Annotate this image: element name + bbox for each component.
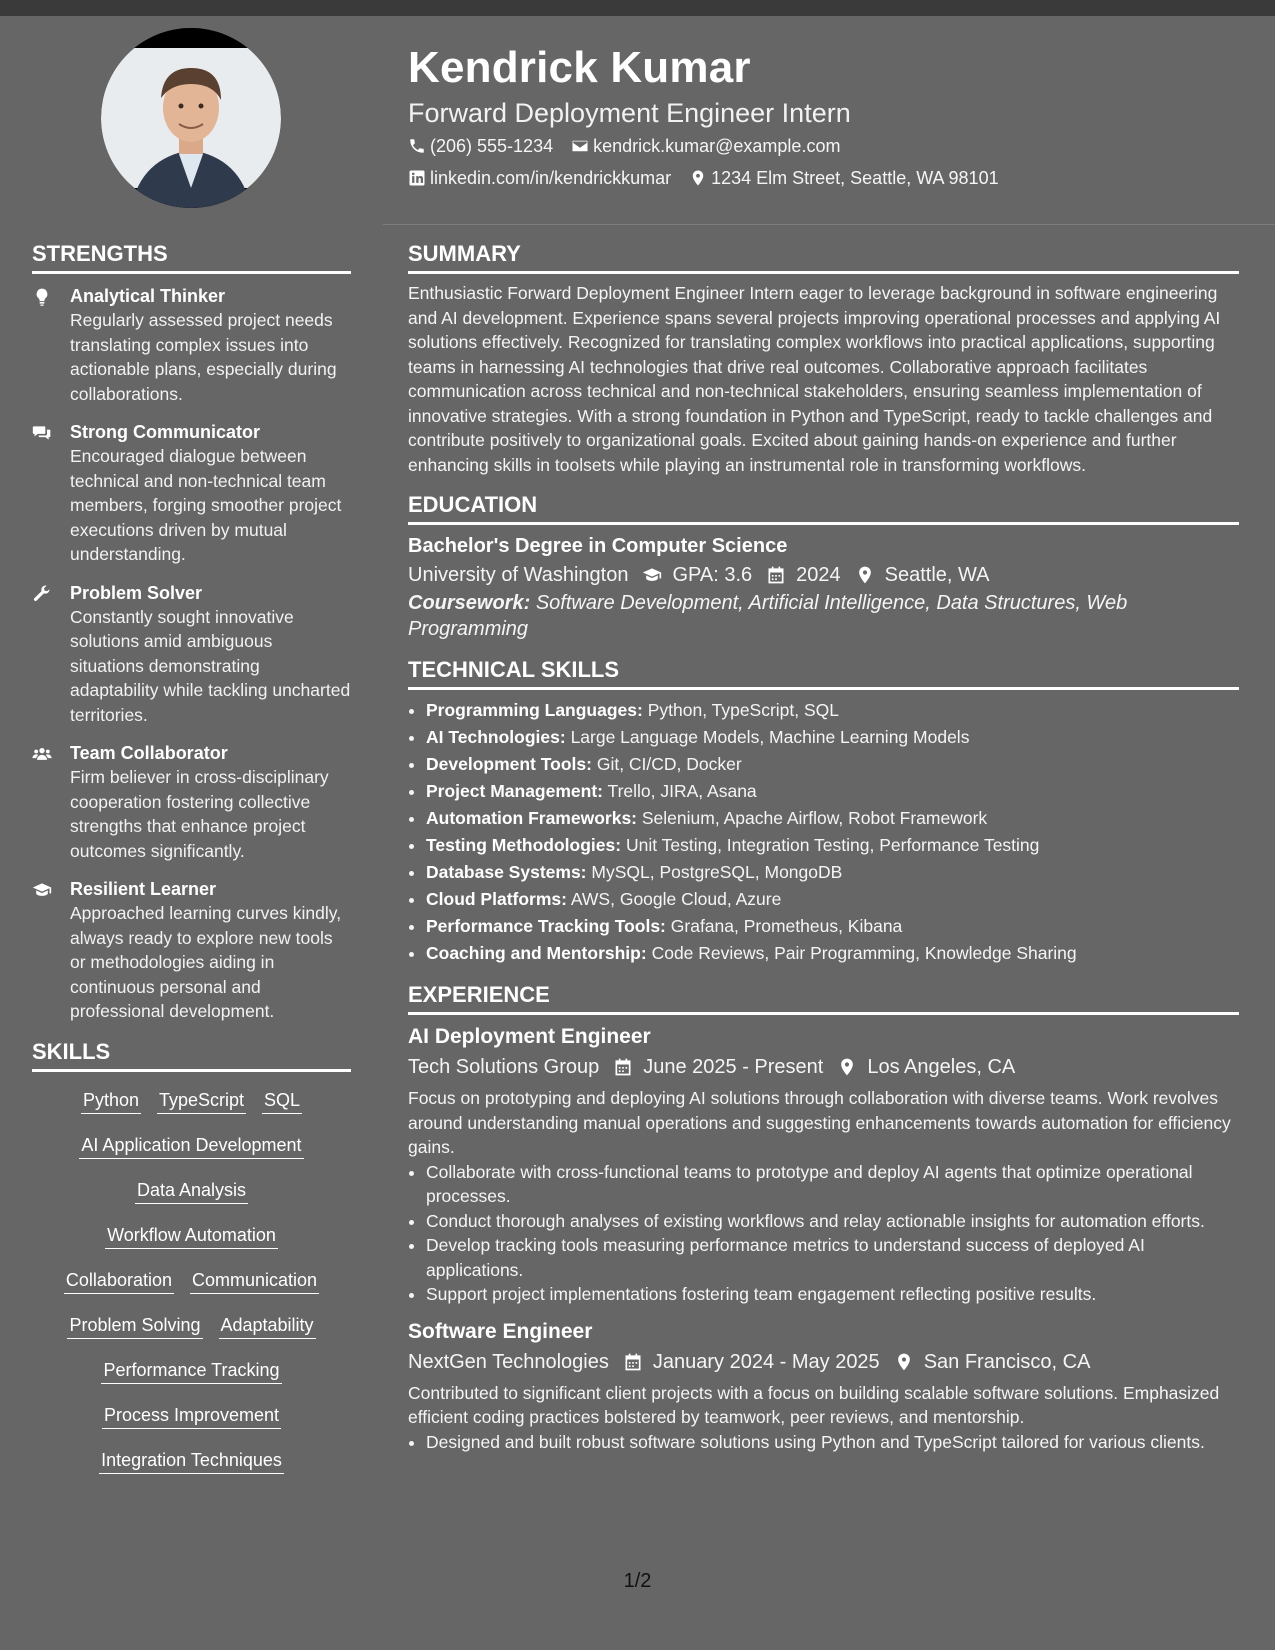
skills-cloud xyxy=(32,1088,351,1479)
strength-title: Team Collaborator xyxy=(70,743,228,763)
year-text: 2024 xyxy=(796,564,841,586)
list-item: • Project Management: Trello, JIRA, Asana xyxy=(426,778,1239,805)
email-contact[interactable] xyxy=(571,136,840,157)
skill-tag: Python xyxy=(81,1088,141,1114)
strength-item xyxy=(32,581,351,728)
coursework-text: Software Development, Artificial Intelligence, Data Structures, Web Programming xyxy=(408,592,1128,640)
education-meta xyxy=(408,560,1239,590)
skill-tag: AI Application Development xyxy=(79,1133,303,1159)
phone-icon xyxy=(408,137,426,155)
skill-tag: Integration Techniques xyxy=(99,1448,284,1474)
lightbulb-icon xyxy=(32,287,52,307)
skill-tag: TypeScript xyxy=(157,1088,246,1114)
job-dates: June 2025 - Present xyxy=(643,1056,824,1078)
address-contact xyxy=(689,168,999,189)
skill-tag: Process Improvement xyxy=(102,1403,281,1429)
job-bullets xyxy=(408,1160,1239,1307)
envelope-icon xyxy=(571,137,589,155)
skill-row xyxy=(32,1088,351,1119)
list-item: • Programming Languages: Python, TypeScript, SQL xyxy=(426,697,1239,724)
job-title: Software Engineer xyxy=(408,1319,593,1343)
job-bullets xyxy=(408,1430,1239,1455)
calendar-icon xyxy=(623,1352,643,1372)
job-location-item xyxy=(894,1347,1091,1377)
skill-row xyxy=(32,1448,351,1479)
job-entry xyxy=(408,1022,1239,1307)
skill-tag: SQL xyxy=(262,1088,302,1114)
strength-desc: Constantly sought innovative solutions amid ambiguous situations demonstrating adaptability while tackling uncharted territories. xyxy=(70,606,351,725)
strength-desc: Firm believer in cross-disciplinary cooperation fostering collective strengths that enhance project outcomes significantly. xyxy=(70,767,329,861)
job-location: San Francisco, CA xyxy=(923,1350,1091,1373)
resume-header xyxy=(408,40,1228,194)
skill-tag: Performance Tracking xyxy=(101,1358,281,1384)
job-dates-item xyxy=(613,1052,823,1082)
page-indicator: 1/2 xyxy=(623,1570,652,1592)
summary-heading: SUMMARY xyxy=(408,240,1239,274)
skill-tag: Communication xyxy=(190,1268,319,1294)
skill-tag: Data Analysis xyxy=(135,1178,248,1204)
strength-title: Resilient Learner xyxy=(70,879,217,899)
education-section xyxy=(408,491,1239,642)
skill-tag: Problem Solving xyxy=(67,1313,202,1339)
strength-desc: Encouraged dialogue between technical and non-technical team members, forging smoother project executions driven by mutual understanding. xyxy=(70,446,342,564)
edu-location-text: Seattle, WA xyxy=(884,564,990,586)
skill-row xyxy=(32,1403,351,1434)
map-pin-icon xyxy=(894,1352,914,1372)
list-item: • Collaborate with cross-functional teams to prototype and deploy AI agents that optimize operational processes. xyxy=(426,1160,1239,1209)
list-item: • Performance Tracking Tools: Grafana, Prometheus, Kibana xyxy=(426,913,1239,940)
map-pin-icon xyxy=(855,565,875,585)
strength-item xyxy=(32,877,351,1024)
list-item: • Develop tracking tools measuring performance metrics to understand success of deployed AI applications. xyxy=(426,1233,1239,1282)
strength-item xyxy=(32,284,351,406)
wrench-icon xyxy=(32,584,52,604)
list-item: • Conduct thorough analyses of existing workflows and relay actionable insights for automation efforts. xyxy=(426,1209,1239,1234)
list-item: • Automation Frameworks: Selenium, Apache Airflow, Robot Framework xyxy=(426,805,1239,832)
job-meta xyxy=(408,1347,1239,1377)
company-name: Tech Solutions Group xyxy=(408,1056,600,1078)
job-summary: Focus on prototyping and deploying AI solutions through collaboration with diverse teams. Work revolves around understanding manual operations and suggesting enhancements towards automation for efficiency gains. xyxy=(408,1088,1231,1157)
strength-item xyxy=(32,741,351,863)
map-pin-icon xyxy=(837,1057,857,1077)
list-item: • Cloud Platforms: AWS, Google Cloud, Azure xyxy=(426,886,1239,913)
summary-section xyxy=(408,240,1239,477)
candidate-name: Kendrick Kumar xyxy=(408,43,751,92)
company-name: NextGen Technologies xyxy=(408,1350,609,1373)
degree-title: Bachelor's Degree in Computer Science xyxy=(408,535,788,557)
list-item: • Support project implementations fostering team engagement reflecting positive results. xyxy=(426,1282,1239,1307)
job-location-item xyxy=(837,1052,1015,1082)
skill-row xyxy=(32,1358,351,1389)
phone-contact[interactable] xyxy=(408,136,553,157)
school-name: University of Washington xyxy=(408,564,629,586)
address-text: 1234 Elm Street, Seattle, WA 98101 xyxy=(711,167,999,188)
technical-skills-list xyxy=(408,697,1239,967)
left-column xyxy=(32,240,351,1479)
contact-row-1 xyxy=(408,130,1228,162)
job-dates-item xyxy=(623,1347,880,1377)
strength-title: Problem Solver xyxy=(70,582,203,603)
linkedin-text: linkedin.com/in/kendrickkumar xyxy=(430,167,672,188)
job-location: Los Angeles, CA xyxy=(867,1056,1016,1078)
top-bar xyxy=(0,0,1275,16)
job-dates: January 2024 - May 2025 xyxy=(652,1350,880,1373)
strength-desc: Regularly assessed project needs translating complex issues into actionable plans, especially during collaborations. xyxy=(70,310,337,404)
linkedin-icon xyxy=(408,169,426,187)
list-item: • Designed and built robust software solutions using Python and TypeScript tailored for various clients. xyxy=(426,1430,1239,1455)
list-item: • Testing Methodologies: Unit Testing, Integration Testing, Performance Testing xyxy=(426,832,1239,859)
skills-heading: SKILLS xyxy=(32,1038,351,1072)
gpa-text: GPA: 3.6 xyxy=(672,564,753,586)
technical-skills-section xyxy=(408,656,1239,967)
job-entry xyxy=(408,1317,1239,1455)
skill-row xyxy=(32,1223,351,1254)
list-item: • Coaching and Mentorship: Code Reviews, Pair Programming, Knowledge Sharing xyxy=(426,940,1239,967)
edu-location-item xyxy=(855,560,990,590)
job-meta xyxy=(408,1052,1239,1082)
phone-text: (206) 555-1234 xyxy=(430,135,554,156)
right-column xyxy=(408,240,1239,1468)
calendar-icon xyxy=(766,565,786,585)
graduation-cap-icon xyxy=(32,880,52,900)
profile-photo xyxy=(101,28,281,208)
gpa-item xyxy=(642,560,752,590)
skill-row xyxy=(32,1178,351,1209)
skill-tag: Workflow Automation xyxy=(105,1223,278,1249)
experience-section xyxy=(408,981,1239,1454)
linkedin-contact[interactable] xyxy=(408,168,671,189)
header-divider xyxy=(383,224,1275,225)
skill-tag: Adaptability xyxy=(219,1313,316,1339)
coursework xyxy=(408,590,1239,642)
coursework-label: Coursework: xyxy=(408,592,531,614)
strength-title: Strong Communicator xyxy=(70,422,261,442)
calendar-icon xyxy=(613,1057,633,1077)
strengths-heading: STRENGTHS xyxy=(32,240,351,274)
experience-heading: EXPERIENCE xyxy=(408,981,1239,1015)
strength-desc: Approached learning curves kindly, always ready to explore new tools or methodologies aiding in continuous personal and professional development. xyxy=(70,903,342,1021)
strength-item xyxy=(32,420,351,567)
graduation-cap-icon xyxy=(642,565,662,585)
map-pin-icon xyxy=(689,169,707,187)
chat-bubbles-icon xyxy=(32,423,52,443)
contact-row-2 xyxy=(408,162,1228,194)
list-item: • AI Technologies: Large Language Models, Machine Learning Models xyxy=(426,724,1239,751)
email-text: kendrick.kumar@example.com xyxy=(593,135,841,156)
skill-row xyxy=(32,1133,351,1164)
users-icon xyxy=(32,744,52,764)
skill-row xyxy=(32,1268,351,1299)
list-item: • Database Systems: MySQL, PostgreSQL, MongoDB xyxy=(426,859,1239,886)
skill-tag: Collaboration xyxy=(64,1268,174,1294)
job-title: AI Deployment Engineer xyxy=(408,1025,651,1048)
education-heading: EDUCATION xyxy=(408,491,1239,525)
summary-text: Enthusiastic Forward Deployment Engineer Intern eager to leverage background in software engineering and AI development. Experience spans several projects improving operational processes and applying AI solutions effectively. Recognized for translating complex workflows into practical applications, supporting teams in harnessing AI technologies that drive real outcomes. Collaborative approach facilitates communication across technical and non-technical stakeholders, ensuring seamless implementation of innovative strategies. With a strong foundation in Python and TypeScript, ready to tackle challenges and contribute positively to organizational goals. Excited about gaining hands-on experience and further enhancing skills in toolsets while playing an instrumental role in transforming workflows. xyxy=(408,283,1221,475)
year-item xyxy=(766,560,841,590)
job-summary: Contributed to significant client projects with a focus on building scalable software solutions. Emphasized efficient coding practices bolstered by teamwork, peer reviews, and mentorship. xyxy=(408,1382,1220,1427)
technical-skills-heading: TECHNICAL SKILLS xyxy=(408,656,1239,690)
list-item: • Development Tools: Git, CI/CD, Docker xyxy=(426,751,1239,778)
candidate-role: Forward Deployment Engineer Intern xyxy=(408,98,851,128)
skill-row xyxy=(32,1313,351,1344)
strength-title: Analytical Thinker xyxy=(70,286,226,306)
